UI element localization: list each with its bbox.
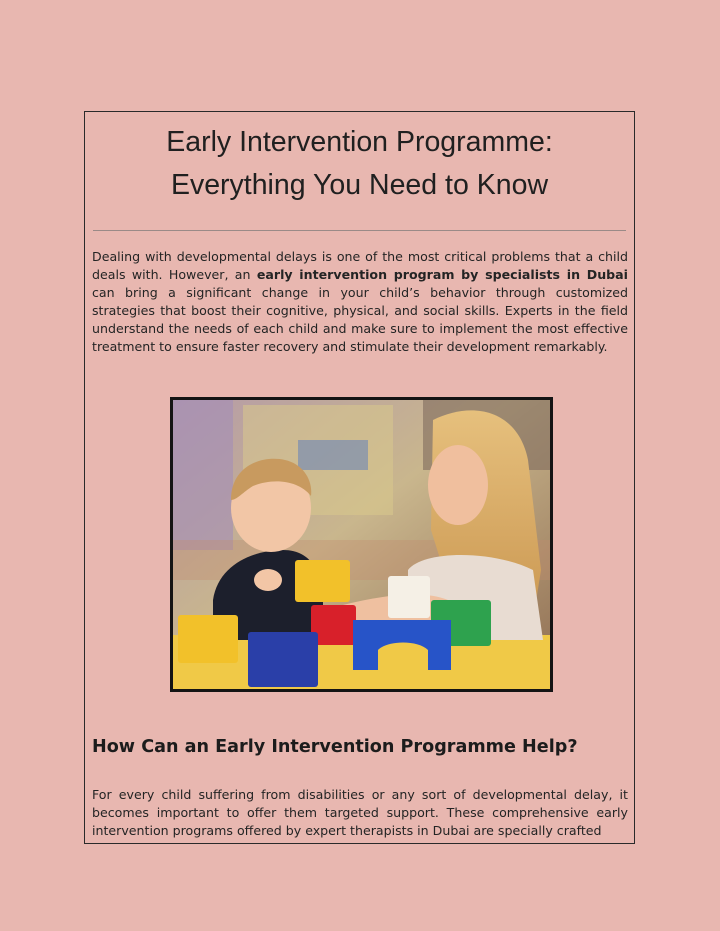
intro-paragraph [92, 248, 628, 357]
intro-text-start: Dealing with developmental delays is one of the most critical problems that a child deals with. However, an [92, 249, 628, 283]
document-page [84, 111, 635, 844]
section-heading: How Can an Early Intervention Programme Help? [92, 737, 578, 757]
title-line-2: Everything You Need to Know [170, 169, 549, 201]
intro-bold-phrase: early intervention program by specialists in Dubai [256, 267, 628, 283]
section-paragraph: For every child suffering from disabilities or any sort of developmental delay, it becomes important to offer them targeted support. These comprehensive early intervention programs offered by expert therapists in Dubai are specially crafted [92, 787, 628, 839]
photo-illustration [173, 400, 550, 689]
intro-text-end: can bring a significant change in your child’s behavior through customized strategies that boost their cognitive, physical, and social skills. Experts in the field understand the needs of each child and make sure to implement the most effective treatment to ensure faster recovery and stimulate their development remarkably. [92, 285, 628, 355]
title-divider [93, 230, 626, 231]
page-title [85, 112, 634, 207]
title-line-1: Early Intervention Programme: [166, 126, 553, 158]
child-playing-blocks-photo [170, 397, 553, 692]
